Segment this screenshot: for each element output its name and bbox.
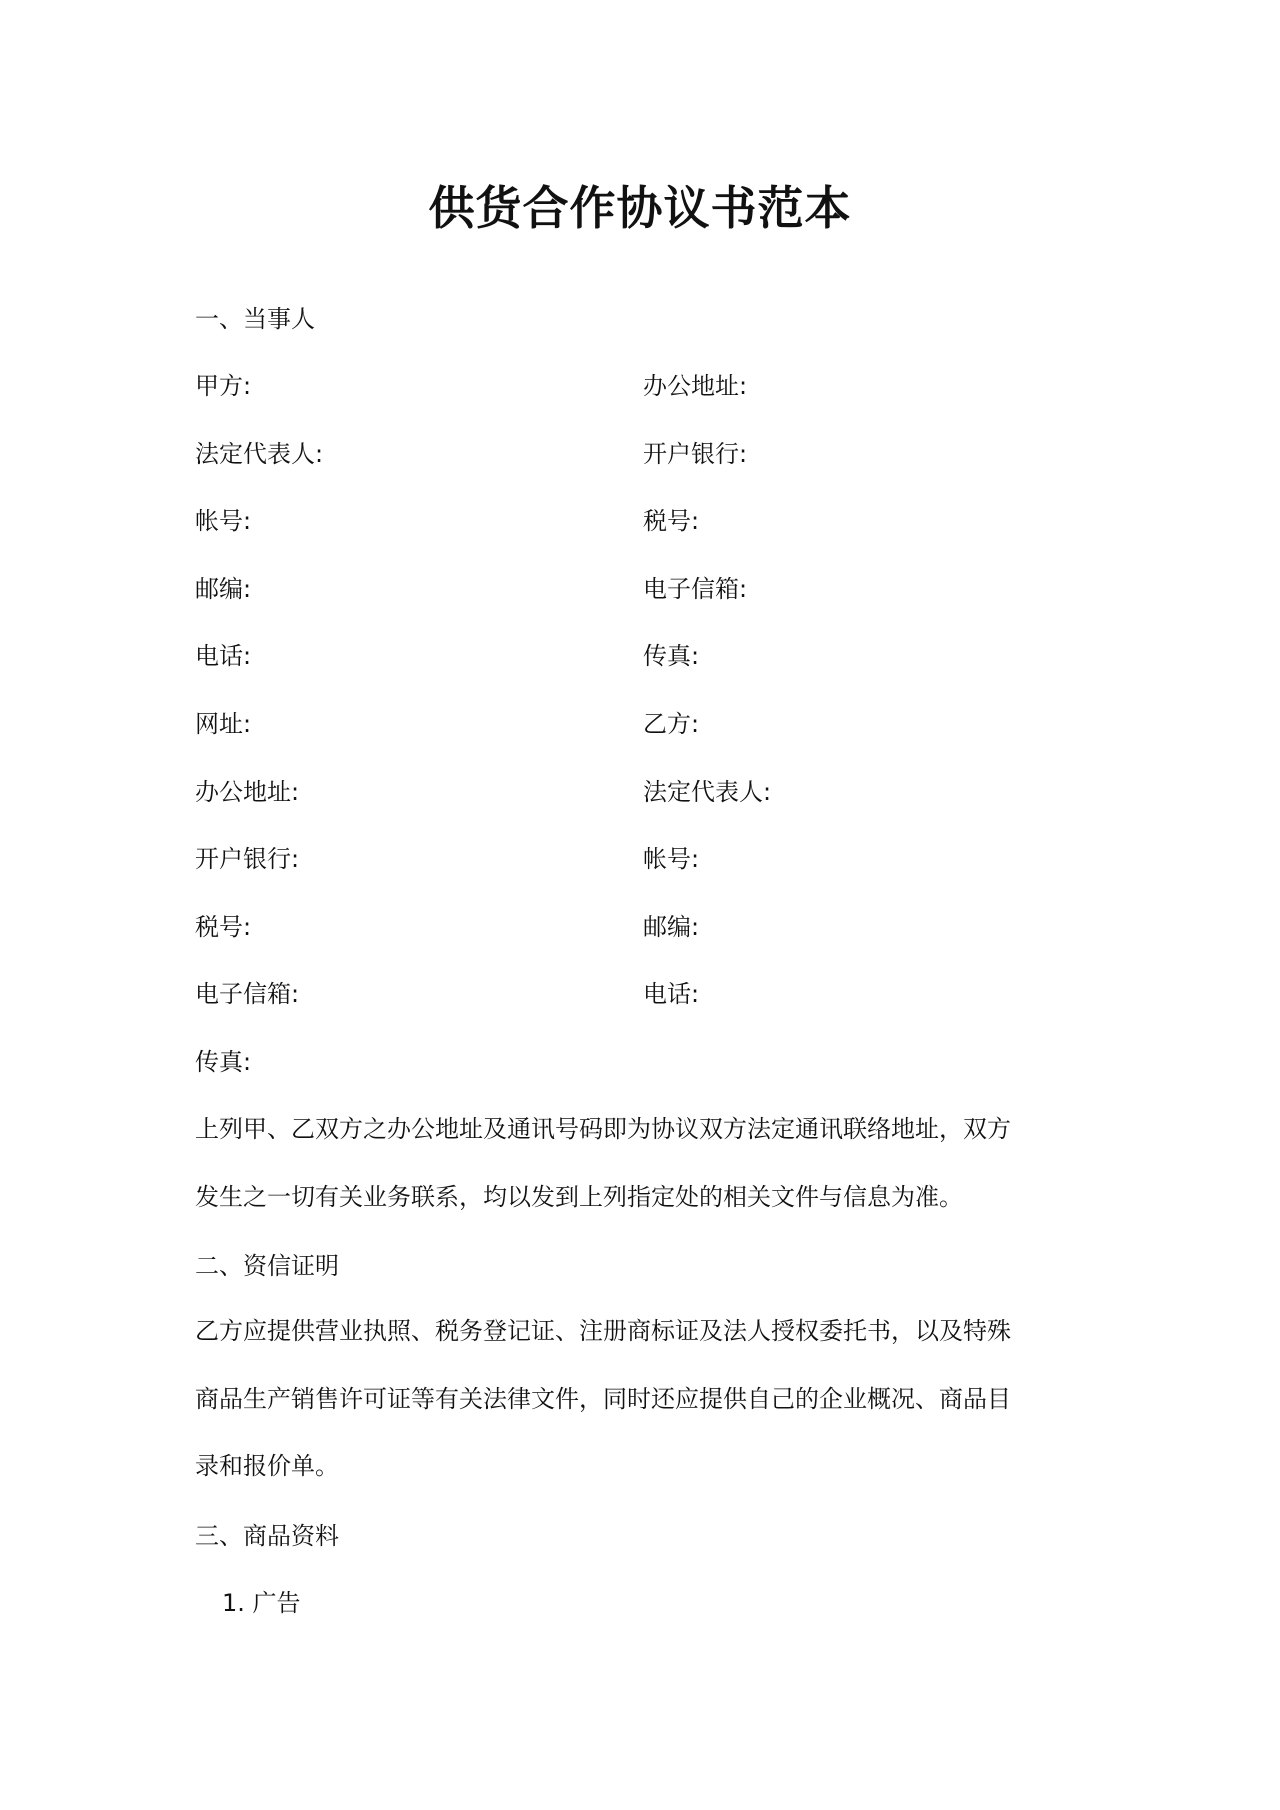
field-label: 税号: [643,507,700,536]
field-label: 乙方: [643,710,700,738]
paragraph-line: 发生之一切有关业务联系，均以发到上列指定处的相关文件与信息为准。 [195,1182,963,1211]
field-label: 开户银行: [195,845,300,874]
paragraph-line: 乙方应提供营业执照、税务登记证、注册商标证及法人授权委托书，以及特殊 [195,1317,1011,1345]
contact-address-paragraph [195,1096,1085,1231]
field-label: 网址: [195,710,252,738]
paragraph-line: 录和报价单。 [195,1452,339,1480]
field-label: 电子信箱: [643,574,748,603]
paragraph-line: 商品生产销售许可证等有关法律文件，同时还应提供自己的企业概况、商品目 [195,1384,1011,1413]
field-label: 办公地址: [643,372,748,400]
field-label: 电话: [643,980,700,1009]
list-item-advertising: 1. 广告 [222,1589,301,1617]
section-heading-parties: 一、当事人 [195,305,315,333]
section-heading-credentials: 二、资信证明 [195,1252,339,1280]
field-label: 法定代表人: [195,439,324,468]
field-label: 帐号: [195,507,252,536]
field-label: 帐号: [643,845,700,874]
section-heading-product-info: 三、商品资料 [195,1522,339,1550]
field-label: 电话: [195,642,252,671]
field-label: 开户银行: [643,439,748,468]
credentials-paragraph [195,1298,1085,1501]
field-label: 办公地址: [195,777,300,806]
paragraph-line: 上列甲、乙双方之办公地址及通讯号码即为协议双方法定通讯联络地址，双方 [195,1115,1011,1143]
document-title: 供货合作协议书范本 [428,181,852,235]
field-label: 传真: [195,1048,252,1076]
field-label: 电子信箱: [195,980,300,1009]
field-label: 邮编: [195,574,252,603]
field-label: 甲方: [195,372,252,400]
field-label: 法定代表人: [643,777,772,806]
field-label: 传真: [643,642,700,671]
field-label: 税号: [195,912,252,941]
field-label: 邮编: [643,912,700,941]
